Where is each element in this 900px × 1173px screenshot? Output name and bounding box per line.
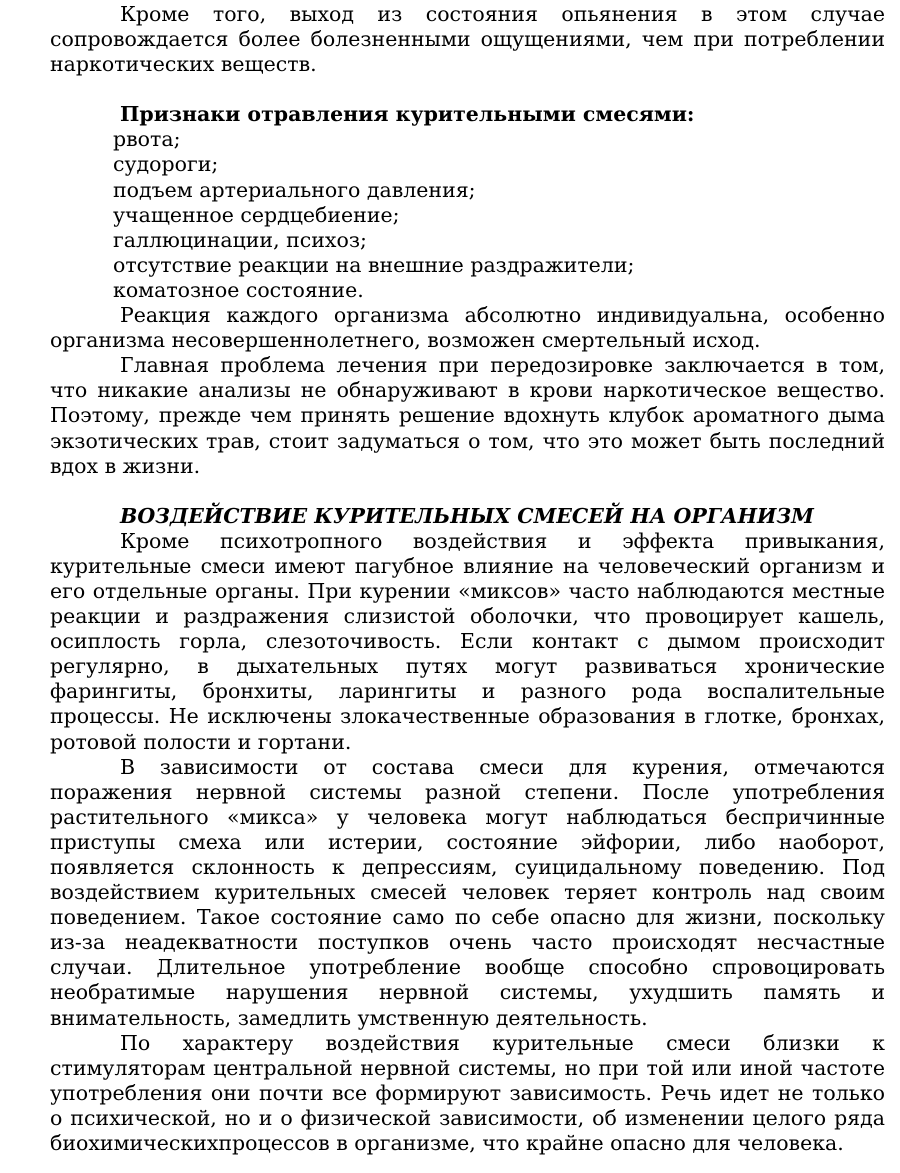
poisoning-heading: Признаки отравления курительными смесями: — [120, 102, 695, 127]
poisoning-signs-list — [50, 127, 885, 303]
effects-paragraph-1: Кроме психотропного воздействия и эффекта привыкания, курительные смеси имеют пагубное влияние на человеческий организм и его отдельные органы. При курении «миксов» часто наблюдаются местные реакции и раздражения слизистой оболочки, что провоцирует кашель, осиплость горла, слезоточивость. Если контакт с дымом происходит регулярно, в дыхательных путях могут развиваться хронические фарингиты, бронхиты, ларингиты и разного рода воспалительные процессы. Не исключены злокачественные образования в глотке, бронхах, ротовой полости и гортани. — [50, 528, 885, 754]
intro-paragraph: Кроме того, выход из состояния опьянения в этом случае сопровождается более болезненными ощущениями, чем при потреблении наркотических веществ. — [50, 2, 885, 77]
list-item: судороги; — [113, 152, 219, 177]
list-item: отсутствие реакции на внешние раздражители; — [113, 252, 635, 277]
blank-line — [50, 479, 885, 504]
overdose-paragraph: Главная проблема лечения при передозировке заключается в том, что никакие анализы не обнаруживают в крови наркотическое вещество. Поэтому, прежде чем принять решение вдохнуть клубок ароматного дыма экзотических трав, стоит задуматься о том, что это может быть последний вдох в жизни. — [50, 353, 885, 478]
list-item: галлюцинации, психоз; — [113, 227, 367, 252]
list-item: рвота; — [113, 127, 181, 152]
reaction-paragraph: Реакция каждого организма абсолютно индивидуальна, особенно организма несовершеннолетнего, возможен смертельный исход. — [50, 303, 885, 353]
effects-paragraph-2: В зависимости от состава смеси для курения, отмечаются поражения нервной системы разной степени. После употребления растительного «микса» у человека могут наблюдаться беспричинные приступы смеха или истерии, состояние эйфории, либо наоборот, появляется склонность к депрессиям, суицидальному поведению. Под воздействием курительных смесей человек теряет контроль над своим поведением. Такое состояние само по себе опасно для жизни, поскольку из-за неадекватности поступков очень часто происходят несчастные случаи. Длительное употребление вообще способно спровоцировать необратимые нарушения нервной системы, ухудшить память и внимательность, замедлить умственную деятельность. — [50, 754, 885, 1030]
blank-line — [50, 77, 885, 102]
list-item: учащенное сердцебиение; — [113, 202, 400, 227]
document-page — [50, 2, 885, 1156]
list-item: коматозное состояние. — [113, 277, 364, 302]
list-item: подъем артериального давления; — [113, 177, 476, 202]
effects-paragraph-3: По характеру воздействия курительные смеси близки к стимуляторам центральной нервной системы, но при той или иной частоте употребления они почти все формируют зависимость. Речь идет не только о психической, но и о физической зависимости, об изменении целого ряда биохимическихпроцессов в организме, что крайне опасно для человека. — [50, 1030, 885, 1156]
effects-heading: ВОЗДЕЙСТВИЕ КУРИТЕЛЬНЫХ СМЕСЕЙ НА ОРГАНИЗМ — [120, 503, 814, 528]
